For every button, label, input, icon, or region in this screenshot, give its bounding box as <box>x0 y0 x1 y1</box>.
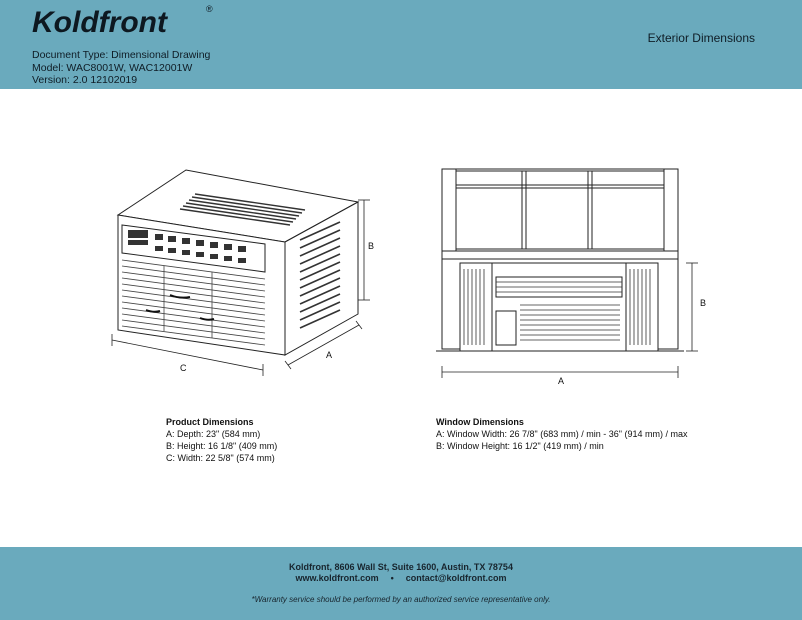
logo-wordmark: Koldfront <box>32 6 167 39</box>
window-dimensions <box>436 416 687 452</box>
product-dimensions <box>166 416 277 464</box>
website-link[interactable]: www.koldfront.com <box>295 573 379 583</box>
dim-label-a: A <box>326 350 333 360</box>
window-dimension-width: A: Window Width: 26 7/8" (683 mm) / min - 36" (914 mm) / max <box>436 429 688 439</box>
footer-address: Koldfront, 8606 Wall St, Suite 1600, Austin, TX 78754 <box>289 562 513 572</box>
footer-contact <box>0 573 802 583</box>
product-dimension-width: C: Width: 22 5/8" (574 mm) <box>166 453 275 463</box>
section-title: Exterior Dimensions <box>647 31 755 45</box>
dim-label-b: B <box>368 241 375 251</box>
window-dimension-height: B: Window Height: 16 1/2" (419 mm) / min <box>436 441 604 451</box>
product-dimensions-title: Product Dimensions <box>166 417 254 427</box>
product-dimension-depth: A: Depth: 23" (584 mm) <box>166 429 261 439</box>
document-meta <box>32 49 210 87</box>
document-version: Version: 2.0 12102019 <box>32 74 138 86</box>
separator-bullet: • <box>390 573 394 583</box>
product-drawing <box>100 160 400 385</box>
window-dim-label-a: A <box>558 376 565 386</box>
email-link[interactable]: contact@koldfront.com <box>405 573 507 583</box>
model-numbers: Model: WAC8001W, WAC12001W <box>32 61 193 74</box>
registered-mark: ® <box>206 4 213 14</box>
window-dimensions-title: Window Dimensions <box>436 417 524 427</box>
product-dimension-height: B: Height: 16 1/8" (409 mm) <box>166 441 278 451</box>
dim-label-c: C <box>180 363 187 373</box>
window-dim-label-b: B <box>700 298 707 308</box>
warranty-note: *Warranty service should be performed by an authorized service representative only. <box>251 595 551 604</box>
document-type: Document Type: Dimensional Drawing <box>32 49 211 61</box>
window-drawing <box>430 165 720 390</box>
page-header <box>0 0 802 89</box>
koldfront-logo <box>30 2 220 42</box>
page-footer <box>0 547 802 620</box>
